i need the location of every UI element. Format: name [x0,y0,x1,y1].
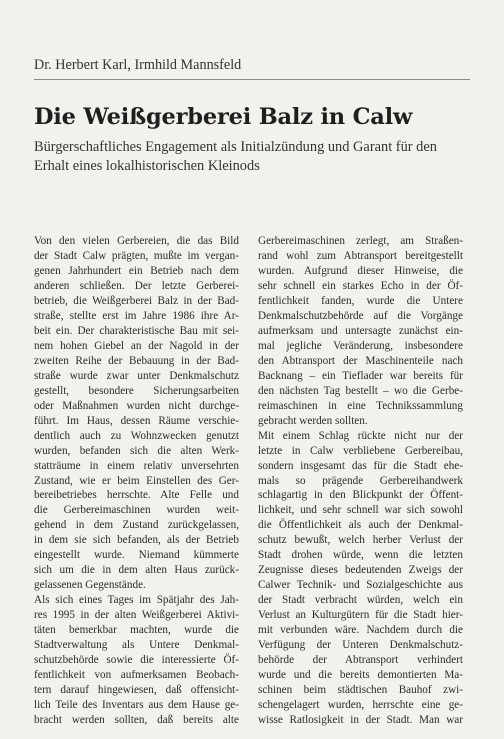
text-line: straße, stellte erst im Jahre 1986 ihre Ar- [34,309,239,322]
text-line: den nächsten Tag bestellt – wo die Gerbe- [258,384,463,397]
text-line: führt. Im Haus, dessen Räume verschie- [34,414,239,427]
text-line: Calwer Technik- und Sozialgeschichte aus [258,579,463,592]
text-line: schlagartig in den Blickpunkt der Öffent- [258,489,463,502]
text-line: gebracht werden sollten. [258,414,368,427]
text-line: straße wurde zwar unter Denkmalschutz [34,369,239,382]
text-line: tern darauf hingewiesen, daß offensicht- [34,684,239,697]
body-column-left [34,234,239,728]
text-line: reimaschinen in eine Technikssammlung [258,399,463,412]
text-line: fentlichkeit fanden, wurde die Untere [258,294,463,307]
text-line: gehend in dem Zustand zurückgelassen, [34,519,239,532]
text-line: wisse Ratlosigkeit in der Stadt. Man war [258,714,463,726]
text-line: wurden. Aufgrund dieser Hinweise, die [258,264,463,277]
text-line: aufmerksam und untersagte zunächst ein- [258,324,463,337]
text-line: behörde der Abtransport verhindert [258,654,463,667]
text-line: sondern insgesamt das für die Stadt ehe- [258,459,463,472]
text-line: schutz bewußt, welch herber Verlust der [258,534,463,547]
header-divider [34,79,470,80]
text-line: anderen schließen. Der letzte Gerberei- [34,279,239,292]
text-line: mal jegliche Veränderung, insbesondere [258,339,463,352]
text-line: gelassenen Gegenstände. [34,579,146,592]
text-line: die Gerbereimaschinen wurden weit- [34,504,239,517]
text-line: schinen beim städtischen Bauhof zwi- [258,684,463,697]
text-line: mit verbunden wäre. Nachdem durch die [258,624,463,637]
text-line: schutzbehörde sowie die interessierte Öf- [34,654,239,667]
text-line: Zustand, wie er beim Einstellen des Ger- [34,474,239,487]
text-line: in dem sie sich befanden, als der Betrieb [34,534,239,547]
text-line: bracht werden sollten, daß bereits alte [34,714,239,726]
text-line: täten bemerkbar machten, wurde die [34,624,239,637]
text-line: Stadtverwaltung als Untere Denkmal- [34,639,239,652]
text-line: Gerbereimaschinen zerlegt, am Straßen- [258,235,463,247]
text-line: den Abtransport der Maschinenteile nach [258,354,463,367]
text-line: Von den vielen Gerbereien, die das Bild [34,235,239,247]
text-line: dentlich auch zu Wohnzwecken genutzt [34,429,239,442]
text-line: Denkmalschutzbehörde auf die Vorgänge [258,309,463,322]
text-line: nem hohen Giebel an der Nagold in der [34,339,239,352]
text-line: gestellt, besondere Sicherungsarbeiten [34,384,239,397]
text-line: Mit einem Schlag rückte nicht nur der [258,429,463,442]
text-line: sich um die in dem alten Haus zurück- [34,564,239,577]
author-line: Dr. Herbert Karl, Irmhild Mannsfeld [34,57,242,73]
text-line: res 1995 in der alten Weißgerberei Aktivi- [34,609,239,622]
text-line: der Stadt Calw prägten, mußte im vergan- [34,249,239,262]
text-line: der Stadt verbracht würden, welch ein [258,594,463,607]
text-line: Als sich eines Tages im Spätjahr des Jah- [34,594,239,607]
text-line: lich Teile des Inventars aus dem Hause ge- [34,699,239,712]
article-subtitle: Bürgerschaftliches Engagement als Initialzündung und Garant für den Erhalt eines lokalhistorischen Kleinods [34,139,437,174]
body-column-right [258,234,463,728]
text-line: statträume in einem relativ unversehrten [34,459,239,472]
text-line: rand wohl zum Abtransport bereitgestellt [258,249,463,262]
text-line: Verlust an Kulturgütern für die Stadt hier- [258,609,463,622]
text-line: eingestellt wurde. Niemand kümmerte [34,549,239,562]
text-line: fentlichkeit von aufmerksamen Beobach- [34,669,239,682]
text-line: letzte in Calw verbliebene Gerbereibau, [258,444,463,457]
text-line: beit ein. Der charakteristische Bau mit sei- [34,324,239,337]
text-line: zweiten Reihe der Bebauung in der Bad- [34,354,239,367]
text-line: oder Maßnahmen wurden nicht durchge- [34,399,239,412]
article-title: Die Weißgerberei Balz in Calw [34,104,413,130]
text-line: betrieb, die Weißgerberei Balz in der Bad- [34,294,239,307]
text-line: genen Jahrhundert ein Betrieb nach dem [34,264,239,277]
text-line: Zeugnisse dieses bedeutenden Zweigs der [258,564,463,577]
text-line: wurden, befanden sich die alten Werk- [34,444,239,457]
text-line: lichkeit, und sehr schnell war sich sowohl [258,504,463,517]
text-line: sehr schnell ein starkes Echo in der Öf- [258,279,463,292]
text-line: mals so prägende Gerbereihandwerk [258,474,463,487]
text-line: wurde und die bereits demontierten Ma- [258,669,463,682]
text-line: die Öffentlichkeit als auch der Denkmal- [258,519,463,532]
text-line: Backnang – ein Tieflader war bereits für [258,369,463,382]
text-line: schengelagert wurden, herrschte eine ge- [258,699,463,712]
text-line: bereibetriebes herrschte. Alte Felle und [34,489,239,502]
text-line: Stadt drohen würde, wenn die letzten [258,549,463,562]
text-line: Verfügung der Unteren Denkmalschutz- [258,639,463,652]
